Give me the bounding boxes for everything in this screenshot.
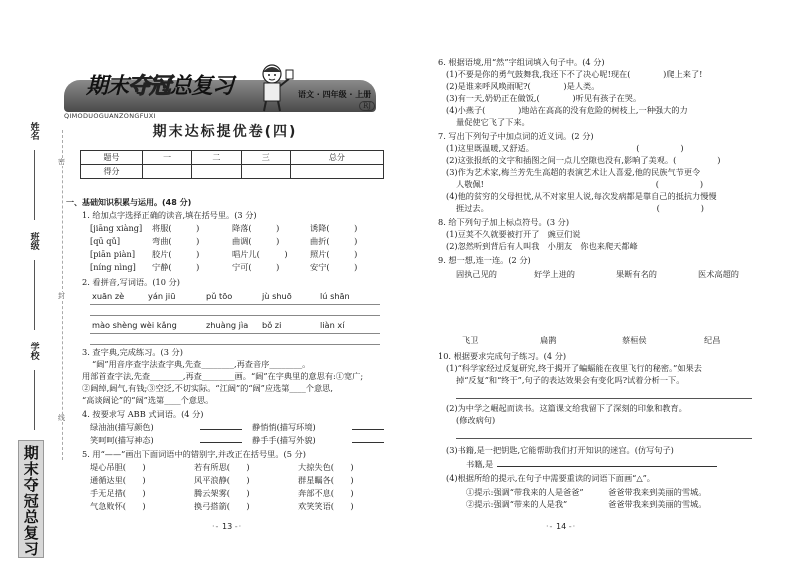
q9-prompt: 9. 想一想,连一连。(2 分)	[438, 255, 531, 265]
q7-line-4: (4)他的贫穷的父母担忧,从不对家里人说,每次发病都是靠自己的抵抗力慢慢	[446, 191, 717, 201]
mascot-student-icon	[250, 62, 294, 112]
q9-top-item[interactable]: 果断有名的	[616, 269, 657, 279]
q1-row-4: [níng nìng] 宁静( ) 宁可( ) 安宁( )	[90, 262, 358, 272]
q3-line-1: “阔”用音序查字法查字典,先查________,再查音序________。	[92, 359, 311, 369]
q6-line-2: (2)是谁来呼风唤雨呢?( )是人类。	[446, 81, 600, 91]
score-input-cell[interactable]	[241, 165, 290, 179]
q10-line-2b: (修改病句)	[456, 415, 496, 425]
school-label: 学校	[28, 342, 39, 360]
q9-bottom-item[interactable]: 蔡桓侯	[622, 335, 647, 345]
q6-line-4b: 量促使它飞了下来。	[456, 117, 530, 127]
q1-row-3: [piān piàn] 胶片( ) 唱片儿( ) 照片( )	[90, 249, 358, 259]
seal-word-1: 密	[58, 158, 65, 166]
q4-prompt: 4. 按要求写 ABB 式词语。(4 分)	[82, 409, 204, 419]
q7-line-4b: 捱过去。 ( )	[456, 203, 704, 213]
table-cell: 题号	[81, 151, 143, 165]
q10-prompt: 10. 根据要求完成句子练习。(4 分)	[438, 351, 567, 361]
seal-word-2: 封	[58, 292, 65, 300]
score-input-cell[interactable]	[290, 165, 383, 179]
name-label: 姓名	[28, 122, 39, 140]
q9-top-item[interactable]: 固执己见的	[456, 269, 497, 279]
score-table-row	[81, 165, 384, 179]
q10-line-4: (4)根据所给的提示,在句子中需要重读的词语下面画“△”。	[446, 473, 655, 483]
table-cell: 三	[241, 151, 290, 165]
q5-prompt: 5. 用“——”画出下面词语中的错别字,并改正在括号里。(5 分)	[82, 449, 306, 459]
q5-row-3: 手无足措( ) 腾云架雾( ) 奔部不息( )	[90, 488, 354, 498]
q7-prompt: 7. 写出下列句子中加点词的近义词。(2 分)	[438, 131, 594, 141]
q4-row-2: 笑呵呵(描写神态) 静手手(描写外貌)	[90, 436, 384, 446]
q7-line-1: (1)这里既温暖,又舒适。 ( )	[446, 143, 684, 153]
strip-brand-logo: 期末夺冠总复习	[18, 440, 44, 558]
brand-logo: 期末夺冠总复习	[86, 74, 234, 99]
q4-row-1: 绿油油(描写颜色) 静悄悄(描写环境)	[90, 423, 384, 433]
q8-prompt: 8. 给下列句子加上标点符号。(3 分)	[438, 217, 570, 227]
q2-writing-grid-2[interactable]	[90, 333, 380, 345]
q6-line-4: (4)小燕子( )地站在高高的没有危险的树枝上,一种强大的力	[446, 105, 688, 115]
school-line	[34, 370, 35, 430]
q2-pinyin-row-2: mào shèng wèi kǎng zhuàng jìa bǒ zi liàn xí	[92, 320, 345, 330]
q3-prompt: 3. 查字典,完成练习。(3 分)	[82, 347, 183, 357]
subject-label: 语文 · 四年级 · 上册	[298, 90, 372, 99]
q10-line-2: (2)为中学之崛起而读书。这篇课文给我留下了深刻的印象和教育。	[446, 403, 687, 413]
q9-bottom-item[interactable]: 纪昌	[704, 335, 721, 345]
q9-top-item[interactable]: 好学上进的	[534, 269, 575, 279]
q8-line-2: (2)忽然听到背后有人叫我 小朋友 你也来爬天都峰	[446, 241, 638, 251]
q10-line-4c: ②提示:强调“带来的人是我” 爸爸带我来到美丽的雪城。	[466, 499, 707, 509]
q5-row-2: 通循达里( ) 风平浪静( ) 群星瞩各( )	[90, 475, 354, 485]
section-1-heading: 一、基础知识积累与运用。(48 分)	[66, 198, 192, 207]
q1-row-1: [jiāng xiàng] 将服( ) 降落( ) 诱降( )	[90, 223, 358, 233]
q3-line-2: 用部首查字法,先查________,再查________画。“阔”在字典里的意思有:①宽广;	[82, 371, 364, 381]
q1-row-2: [qū qǔ] 弯曲( ) 曲调( ) 曲折( )	[90, 236, 358, 246]
right-page	[400, 0, 800, 566]
q5-row-1: 堤心吊胆( ) 若有所思( ) 大掠失色( )	[90, 462, 354, 472]
q2-prompt: 2. 看拼音,写词语。(10 分)	[82, 277, 180, 287]
q10-line-4a: ①提示:强调“带我来的人是爸爸” 爸爸带我来到美丽的雪城。	[466, 487, 707, 497]
q10-line-1b: 掉“反复”和“终于”,句子的表达效果会有变化吗?试着分析一下。	[456, 375, 685, 385]
q7-line-3b: 人敬佩! ( )	[456, 179, 704, 189]
q10-line-1: (1)“科学家经过反复研究,终于揭开了蝙蝠能在夜里飞行的秘密。”如果去	[446, 363, 702, 373]
q7-line-3: (3)作为艺术家,梅兰芳先生高超的表演艺术让人喜爱,他的民族气节更令	[446, 167, 701, 177]
class-label: 班级	[28, 232, 39, 250]
score-input-cell[interactable]	[143, 165, 192, 179]
score-table	[80, 150, 384, 179]
table-cell: 得分	[81, 165, 143, 179]
q10-line-3b: 书籍,是	[466, 460, 717, 470]
q5-row-4: 气急败怀( ) 换弓搭箭( ) 欢笑笑语( )	[90, 501, 354, 511]
q10-answer-line-2[interactable]	[456, 438, 752, 439]
q10-answer-line-1[interactable]	[456, 398, 752, 399]
paper-title: 期末达标提优卷(四)	[152, 124, 298, 140]
q7-line-2: (2)这张报纸的文字和插图之间一点儿空隙也没有,影响了美观。( )	[446, 155, 721, 165]
q8-line-1: (1)豆荚不久就要被打开了 豌豆们说	[446, 229, 581, 239]
q10-line-3: (3)书籍,是一把钥匙,它能帮助我们打开知识的迷宫。(仿写句子)	[446, 445, 674, 455]
q2-pinyin-row-1: xuān zè yán jiū pǔ tōo jù shuō lú shān	[92, 291, 350, 301]
q9-bottom-item[interactable]: 飞卫	[462, 335, 479, 345]
class-line	[34, 260, 35, 330]
q9-bottom-row	[462, 336, 720, 346]
q6-line-3: (3)有一天,奶奶正在做饭,( )听见有孩子在哭。	[446, 93, 642, 103]
q6-prompt: 6. 根据语境,用“然”字组词填入句子中。(4 分)	[438, 57, 605, 67]
table-cell: 总分	[290, 151, 383, 165]
q9-bottom-item[interactable]: 扁鹊	[540, 335, 557, 345]
table-cell: 二	[192, 151, 241, 165]
q3-line-4: “高谈阔论”的“阔”选第____个意思。	[82, 395, 214, 405]
score-input-cell[interactable]	[192, 165, 241, 179]
page-number-13: ·- 13 -·	[212, 522, 243, 531]
q3-line-3: ②阔绰,阔气,有钱;③空泛,不切实际。“江阔”的“阔”应选第____个意思,	[82, 383, 333, 393]
q1-prompt: 1. 给加点字选择正确的读音,填在括号里。(3 分)	[82, 210, 257, 220]
page-number-14: ·- 14 -·	[546, 522, 577, 531]
score-table-row	[81, 151, 384, 165]
q6-line-1: (1)不要是你的勇气鼓舞我,我还下不了决心呢!现在( )爬上来了!	[446, 69, 703, 79]
seal-word-3: 线	[58, 414, 65, 422]
edition-badge: RJ	[359, 101, 375, 111]
q2-writing-grid-1[interactable]	[90, 304, 380, 316]
brand-pinyin: QIMODUOGUANZONGFUXI	[64, 112, 156, 120]
q9-top-item[interactable]: 医术高超的	[698, 269, 739, 279]
name-line	[34, 150, 35, 220]
table-cell: 一	[143, 151, 192, 165]
q9-top-row	[456, 270, 739, 280]
